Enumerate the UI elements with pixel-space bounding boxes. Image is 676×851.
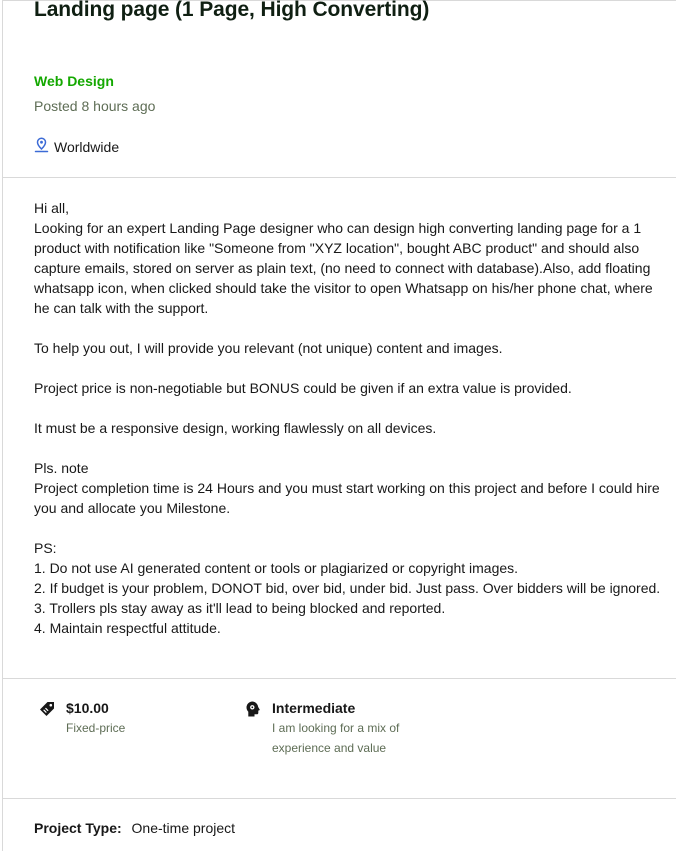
desc-line: Project completion time is 24 Hours and you must start working on this project and before I could hire you and allocate you Milestone. [34,480,660,516]
experience-feature [244,699,399,758]
experience-level: Intermediate [272,700,356,716]
experience-desc-line: experience and value [272,741,387,755]
price-feature [38,699,125,738]
job-details-panel [2,0,676,851]
desc-line: Pls. note [34,460,89,476]
job-category-link[interactable]: Web Design [34,73,114,89]
price-type: Fixed-price [66,721,126,735]
job-title: Landing page (1 Page, High Converting) [34,0,430,21]
project-type-value: One-time project [131,820,236,836]
desc-line: 2. If budget is your problem, DONOT bid, over bid, under bid. Just pass. Over bidders will be ignored. [34,580,661,596]
desc-line: 4. Maintain respectful attitude. [34,620,221,636]
experience-desc [272,718,399,758]
desc-line: Hi all, [34,200,70,216]
project-type-label: Project Type: [34,820,122,836]
project-type [34,819,235,837]
section-divider [3,177,676,178]
price-amount: $10.00 [66,700,109,716]
job-location [34,137,119,157]
desc-line: 3. Trollers pls stay away as it'll lead to being blocked and reported. [34,600,446,616]
job-description [34,198,662,638]
price-tag-icon [38,700,56,718]
posted-time: Posted 8 hours ago [34,98,156,114]
location-text: Worldwide [54,139,120,155]
desc-line: 1. Do not use AI generated content or tools or plagiarized or copyright images. [34,560,519,576]
desc-line: PS: [34,540,57,556]
expertise-head-icon [244,700,262,718]
desc-line: It must be a responsive design, working flawlessly on all devices. [34,420,437,436]
desc-line: Looking for an expert Landing Page designer who can design high converting landing page for a 1 product with notification like "Someone from "XYZ location", bought ABC product" and should also capture emails, stored on server as plain text, (no need to connect with database).Also, add floating whatsapp icon, when clicked should take the visitor to open Whatsapp on his/her phone chat, where he can talk with the support. [34,220,653,316]
location-pin-icon [34,137,49,157]
section-divider [3,678,676,679]
desc-line: To help you out, I will provide you relevant (not unique) content and images. [34,340,503,356]
section-divider [3,798,676,799]
experience-desc-line: I am looking for a mix of [272,721,400,735]
desc-line: Project price is non-negotiable but BONUS could be given if an extra value is provided. [34,380,572,396]
